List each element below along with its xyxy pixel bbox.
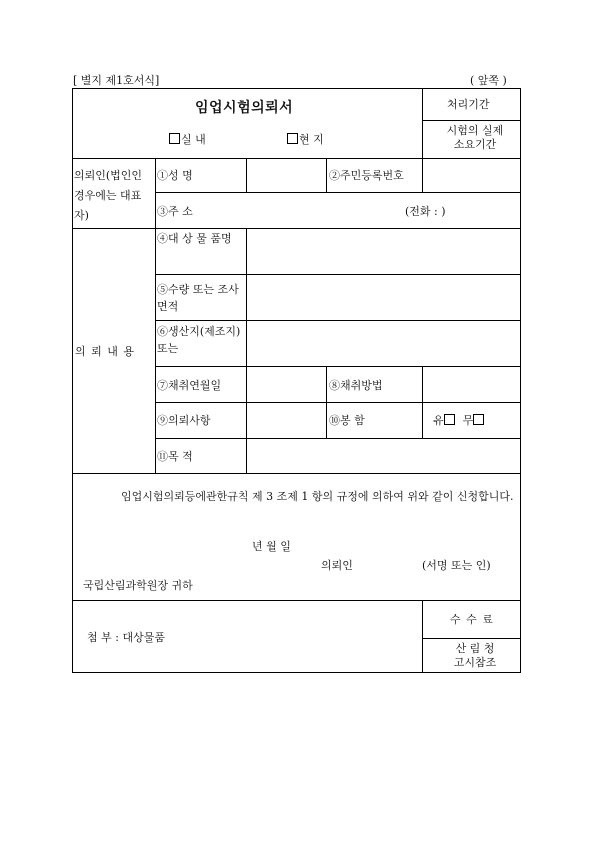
fee-value: 산 림 청 고시참조	[453, 642, 497, 669]
page-side-label: ( 앞쪽 )	[470, 74, 507, 87]
sealed-no-checkbox[interactable]	[473, 414, 484, 425]
address-label: ③주 소	[157, 205, 193, 218]
field-option[interactable]	[287, 133, 324, 147]
sealed-no-label: 무	[462, 414, 474, 427]
declaration-requester-label: 의뢰인	[321, 559, 353, 572]
content-section-label: 의 뢰 내 용	[75, 345, 135, 358]
request-items-label: ⑨의뢰사항	[157, 414, 211, 427]
quantity-label: ⑤수량 또는 조사면적	[157, 283, 239, 313]
sealed-label: ⑩봉 함	[329, 414, 365, 427]
sealed-options	[433, 414, 485, 428]
item-label: ④대 상 물 품명	[157, 232, 232, 245]
rule-declaration-end	[73, 600, 521, 601]
form-number: [ 별지 제1호서식]	[73, 74, 160, 87]
address-field[interactable]	[247, 193, 427, 227]
form-title: 임업시험의뢰서	[195, 100, 294, 116]
vrule-reg-label	[326, 158, 327, 192]
origin-field[interactable]	[247, 321, 520, 365]
purpose-field[interactable]	[247, 439, 520, 472]
sealed-yes-label: 유	[433, 414, 444, 427]
processing-period-value: 시험의 실제 소요기간	[446, 124, 504, 151]
collect-date-label: ⑦채취연월일	[157, 379, 222, 392]
rule-content-end	[73, 473, 521, 474]
item-field[interactable]	[247, 229, 520, 273]
purpose-label: ⑪목 적	[157, 450, 193, 463]
name-field[interactable]	[247, 159, 325, 191]
quantity-field[interactable]	[247, 275, 520, 319]
reg-number-label: ②주민등록번호	[329, 169, 404, 182]
indoor-checkbox[interactable]	[169, 133, 180, 144]
name-label: ①성 명	[157, 169, 193, 182]
requester-section-label: 의뢰인(법인인 경우에는 대표자)	[74, 169, 143, 222]
application-form	[72, 88, 521, 673]
vrule-period	[422, 89, 423, 158]
request-items-field[interactable]	[247, 403, 325, 437]
collect-date-field[interactable]	[247, 367, 325, 401]
signature-label: (서명 또는 인)	[422, 559, 491, 572]
field-label: 현 지	[299, 133, 324, 146]
processing-period-label: 처리기간	[447, 98, 490, 111]
rule-fee-split	[422, 638, 521, 639]
addressee: 국립산림과학원장 귀하	[83, 579, 193, 592]
reg-number-field[interactable]	[423, 159, 520, 191]
fee-label: 수 수 료	[450, 613, 494, 626]
field-checkbox[interactable]	[287, 133, 298, 144]
attachment-label: 첨 부 : 대상물품	[87, 631, 165, 644]
vrule-fee	[422, 600, 423, 673]
indoor-option[interactable]	[169, 133, 206, 147]
vrule-right-label	[326, 366, 327, 438]
declaration-date: 년 월 일	[252, 540, 291, 553]
collect-method-label: ⑧채취방법	[329, 379, 383, 392]
phone-label: (전화 : )	[405, 205, 446, 218]
rule-period-split	[422, 120, 521, 121]
declaration-text: 임업시험의뢰등에관한규칙 제 3 조제 1 항의 규정에 의하여 위와 같이 신청합니다.	[121, 490, 514, 503]
indoor-label: 실 내	[181, 133, 206, 146]
vrule-section	[155, 158, 156, 473]
rule-collect-row	[155, 402, 521, 403]
origin-label: ⑥생산지(제조지) 또는	[157, 325, 241, 355]
collect-method-field[interactable]	[423, 367, 520, 401]
sealed-yes-checkbox[interactable]	[444, 414, 455, 425]
